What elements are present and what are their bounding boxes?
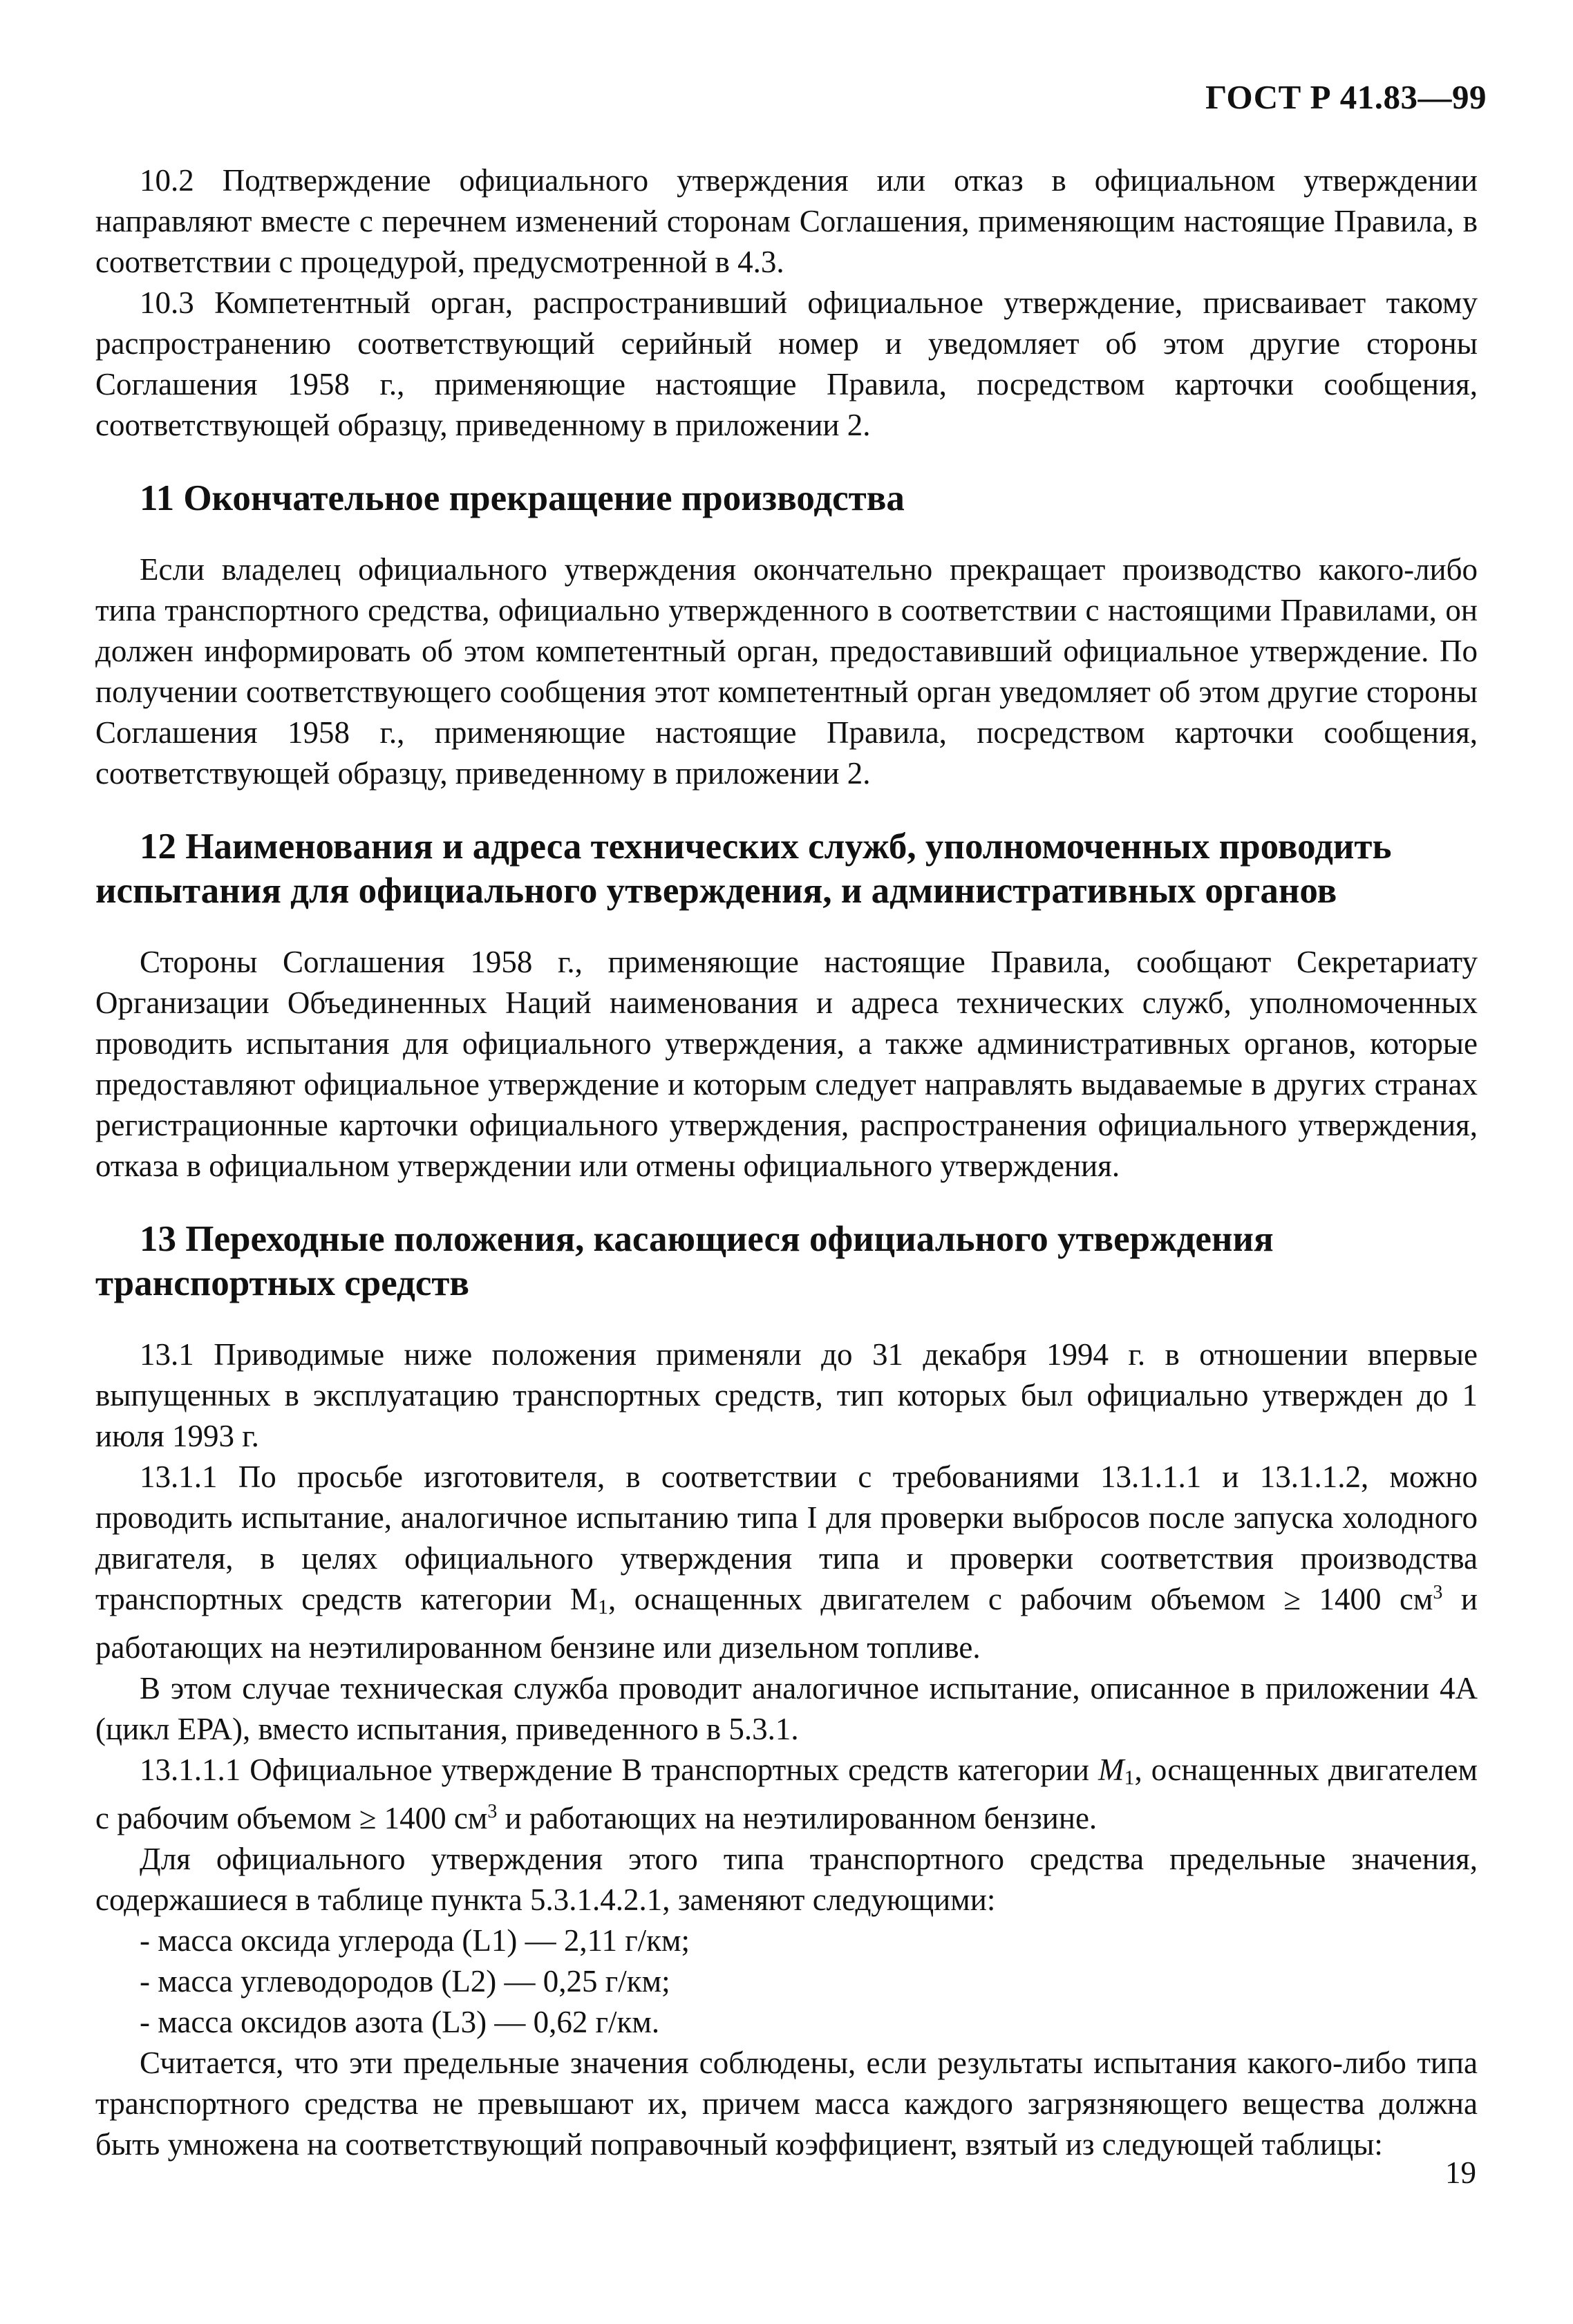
paragraph-13-1: 13.1 Приводимые ниже положения применяли до 31 декабря 1994 г. в отношении впервые выпущенных в эксплуатацию транспортных средств, тип которых был официально утвержден до 1 июля 1993 г. xyxy=(95,1337,1478,1453)
paragraph-13-1-1: 13.1.1 По просьбе изготовителя, в соответствии с требованиями 13.1.1.1 и 13.1.1.2, можно проводить испытание, аналогичное испытанию типа I для проверки выбросов после запуска холодного двигателя, в целях официального утверждения типа и проверки соответствия производства транспортных средств категории $М_1$, оснащенных двигателем с рабочим объемом ≥ 1400 $см^3$ и работающих на неэтилированном бензине или дизельном топливе. xyxy=(95,1459,1478,1665)
paragraph-final: Считается, что эти предельные значения соблюдены, если результаты испытания какого-либо типа транспортного средства не превышают их, причем масса каждого загрязняющего вещества должна быть умножена на соответствующий поправочный коэффициент, взятый из следующей таблицы: xyxy=(95,2046,1478,2162)
document-body xyxy=(95,160,1478,2165)
list-item: - масса углеводородов (L2) — 0,25 г/км; xyxy=(140,1964,670,1999)
page-number: 19 xyxy=(1445,2155,1476,2190)
section-11-heading: 11 Окончательное прекращение производства xyxy=(140,478,905,518)
paragraph-12: Стороны Соглашения 1958 г., применяющие настоящие Правила, сообщают Секретариату Организации Объединенных Наций наименования и адреса технических служб, уполномоченных проводить испытания для официального утверждения, а также административных органов, которые предоставляют официальное утверждение и которым следует направлять выдаваемые в других странах регистрационные карточки официального утверждения, распространения официального утверждения, отказа в официальном утверждении или отмены официального утверждения. xyxy=(95,945,1478,1183)
section-12-heading: 12 Наименования и адреса технических служб, уполномоченных проводить испытания для официального утверждения, и административных органов xyxy=(95,826,1392,911)
paragraph-11: Если владелец официального утверждения окончательно прекращает производство какого-либо типа транспортного средства, официально утвержденного в соответствии с настоящими Правилами, он должен информировать об этом компетентный орган, предоставивший официальное утверждение. По получении соответствующего сообщения этот компетентный орган уведомляет об этом другие стороны Соглашения 1958 г., применяющие настоящие Правила, посредством карточки сообщения, соответствующей образцу, приведенному в приложении 2. xyxy=(95,552,1478,791)
document-header: ГОСТ Р 41.83—99 xyxy=(1205,78,1487,116)
paragraph-epa: В этом случае техническая служба проводит аналогичное испытание, описанное в приложении 4А (цикл ЕРА), вместо испытания, приведенного в 5.3.1. xyxy=(95,1671,1478,1746)
paragraph-13-1-1-1: 13.1.1.1 Официальное утверждение В транспортных средств категории $М_1$, оснащенных двигателем с рабочим объемом ≥ 1400 $см^3$ и работающих на неэтилированном бензине. xyxy=(95,1753,1478,1835)
list-item: - масса оксида углерода (L1) — 2,11 г/км; xyxy=(140,1923,690,1958)
paragraph-limits: Для официального утверждения этого типа транспортного средства предельные значения, содержашиеся в таблице пункта 5.3.1.4.2.1, заменяют следующими: xyxy=(95,1842,1478,1917)
section-13-heading: 13 Переходные положения, касающиеся официального утверждения транспортных средств xyxy=(95,1219,1274,1303)
paragraph-10-2: 10.2 Подтверждение официального утверждения или отказ в официальном утверждении направляют вместе с перечнем изменений сторонам Соглашения, применяющим настоящие Правила, в соответствии с процедурой, предусмотренной в 4.3. xyxy=(95,163,1478,279)
list-item: - масса оксидов азота (L3) — 0,62 г/км. xyxy=(140,2005,660,2039)
paragraph-10-3: 10.3 Компетентный орган, распространивший официальное утверждение, присваивает такому распространению соответствующий серийный номер и уведомляет об этом другие стороны Соглашения 1958 г., применяющие настоящие Правила, посредством карточки сообщения, соответствующей образцу, приведенному в приложении 2. xyxy=(95,285,1478,442)
